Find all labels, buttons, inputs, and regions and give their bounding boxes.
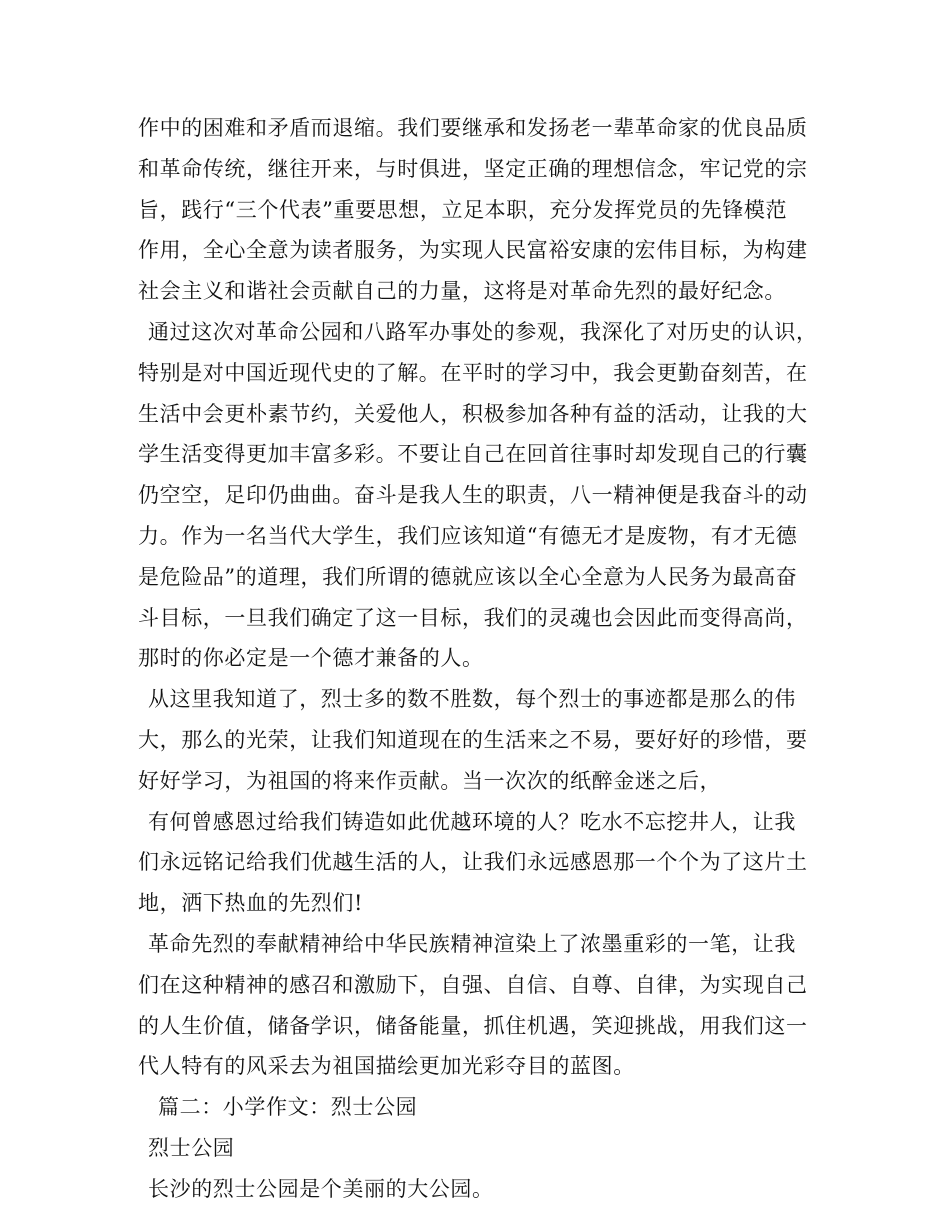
article-title: 烈士公园 xyxy=(148,1135,235,1160)
text-line: 那时的你必定是一个德才兼备的人。 xyxy=(138,646,484,671)
text-line: 长沙的烈士公园是个美丽的大公园。 xyxy=(148,1176,494,1201)
text-line: 特别是对中国近现代史的了解。在平时的学习中，我会更勤奋刻苦，在 xyxy=(138,360,808,385)
text-line: 革命先烈的奉献精神给中华民族精神渲染上了浓墨重彩的一笔，让我 xyxy=(148,931,796,956)
text-line: 作中的困难和矛盾而退缩。我们要继承和发扬老一辈革命家的优良品质 xyxy=(138,116,808,140)
text-line: 从这里我知道了，烈士多的数不胜数，每个烈士的事迹都是那么的伟 xyxy=(148,687,796,712)
text-line: 生活中会更朴素节约，关爱他人，积极参加各种有益的活动，让我的大 xyxy=(138,401,808,426)
text-line: 们在这种精神的感召和激励下，自强、自信、自尊、自律，为实现自己 xyxy=(138,972,808,997)
text-line: 和革命传统，继往开来，与时俱进，坚定正确的理想信念，牢记党的宗 xyxy=(138,156,808,181)
text-line: 作用，全心全意为读者服务，为实现人民富裕安康的宏伟目标，为构建 xyxy=(138,238,808,263)
text-line: 旨，践行“三个代表”重要思想，立足本职，充分发挥党员的先锋模范 xyxy=(138,197,788,222)
text-line: 力。作为一名当代大学生，我们应该知道“有德无才是废物，有才无德 xyxy=(138,523,798,548)
text-line: 仍空空，足印仍曲曲。奋斗是我人生的职责，八一精神便是我奋斗的动 xyxy=(138,483,808,508)
text-line: 通过这次对革命公园和八路军办事处的参观，我深化了对历史的认识， xyxy=(148,319,818,344)
text-line: 社会主义和谐社会贡献自己的力量，这将是对革命先烈的最好纪念。 xyxy=(138,279,786,304)
text-line: 是危险品”的道理，我们所谓的德就应该以全心全意为人民务为最高奋 xyxy=(138,564,798,589)
text-line: 有何曾感恩过给我们铸造如此优越环境的人？吃水不忘挖井人，让我 xyxy=(148,809,796,834)
text-line: 学生活变得更加丰富多彩。不要让自己在回首往事时却发现自己的行囊 xyxy=(138,442,808,467)
text-line: 地，洒下热血的先烈们! xyxy=(138,891,364,916)
document-body xyxy=(138,108,838,1210)
text-line: 斗目标，一旦我们确定了这一目标，我们的灵魂也会因此而变得高尚， xyxy=(138,605,808,630)
text-line: 们永远铭记给我们优越生活的人，让我们永远感恩那一个个为了这片土 xyxy=(138,850,808,875)
text-line: 大，那么的光荣，让我们知道现在的生活来之不易，要好好的珍惜，要 xyxy=(138,727,808,752)
text-line: 好好学习，为祖国的将来作贡献。当一次次的纸醉金迷之后， xyxy=(138,768,722,793)
text-line: 的人生价值，储备学识，储备能量，抓住机遇，笑迎挑战，用我们这一 xyxy=(138,1013,808,1038)
text-line: 代人特有的风采去为祖国描绘更加光彩夺目的蓝图。 xyxy=(138,1054,635,1079)
section-heading: 篇二：小学作文：烈士公园 xyxy=(158,1095,418,1120)
